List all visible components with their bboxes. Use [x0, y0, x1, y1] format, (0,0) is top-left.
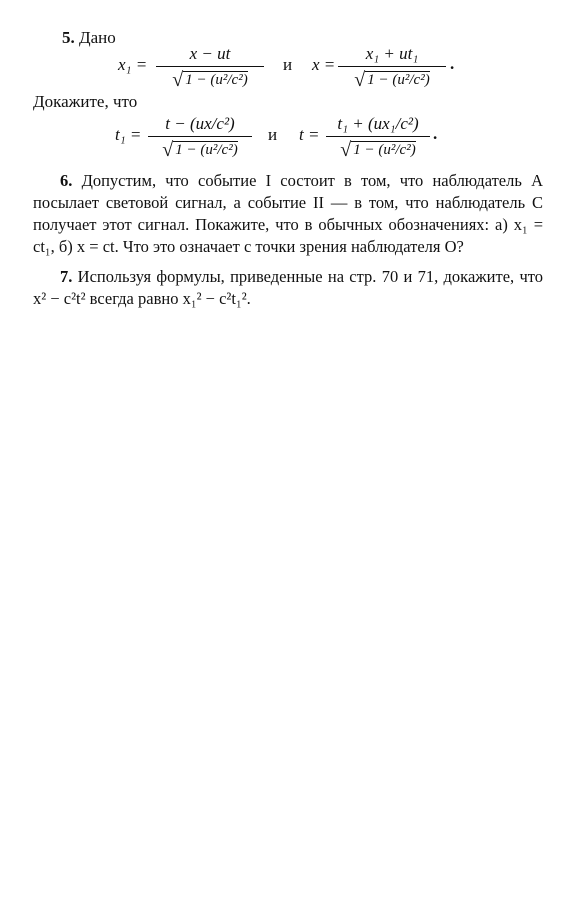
formula-2-period: . [450, 54, 455, 73]
formula-4-lhs: t = [299, 125, 320, 144]
formula-1-fraction [156, 44, 264, 92]
formula-3-lhs: t₁ = [115, 125, 142, 144]
formula-1-lhs: x₁ = [118, 55, 148, 74]
formula-2-fraction [338, 44, 446, 92]
conjunction-1: и [283, 55, 293, 74]
formula-4-denominator: √ 1 − (u²/c²) [340, 139, 416, 161]
problem-5-given: Дано [79, 28, 116, 47]
formula-1-denominator: √ 1 − (u²/c²) [172, 69, 248, 91]
conjunction-2: и [268, 125, 278, 144]
problem-7-number: 7. [60, 267, 73, 286]
formula-2-denominator: √ 1 − (u²/c²) [354, 69, 430, 91]
formula-4-period: . [433, 124, 438, 143]
problem-6-text: Допустим, что событие I состоит в том, что наблюдатель A посылает световой сигнал, а событие II — в том, что наблюдатель C получает этот сигнал. Покажите, что в обычных обозначениях: а) x₁ = ct₁, б) x = ct. Что это означает с точки зрения наблюдателя O? [33, 171, 543, 256]
problem-6-number: 6. [60, 171, 73, 190]
formula-2-lhs: x = [312, 55, 336, 74]
formula-3-numerator: t − (ux/c²) [148, 114, 252, 137]
problem-5-prove: Докажите, что [33, 92, 138, 111]
formula-2-numerator: x₁ + ut₁ [338, 44, 446, 67]
formula-3-fraction [148, 114, 252, 162]
formula-row-1 [0, 44, 574, 92]
problem-7-text: Используя формулы, приведенные на стр. 70 и 71, докажите, что x² − c²t² всегда равно x₁² − c²t₁². [33, 267, 543, 308]
formula-row-2 [0, 114, 574, 162]
formula-3-denominator: √ 1 − (u²/c²) [162, 139, 238, 161]
formula-4-numerator: t₁ + (ux₁/c²) [326, 114, 430, 137]
problem-5-number: 5. [62, 28, 75, 47]
problem-7 [33, 266, 543, 310]
problem-6 [33, 170, 543, 258]
formula-1-numerator: x − ut [156, 44, 264, 67]
formula-4-fraction [326, 114, 430, 162]
